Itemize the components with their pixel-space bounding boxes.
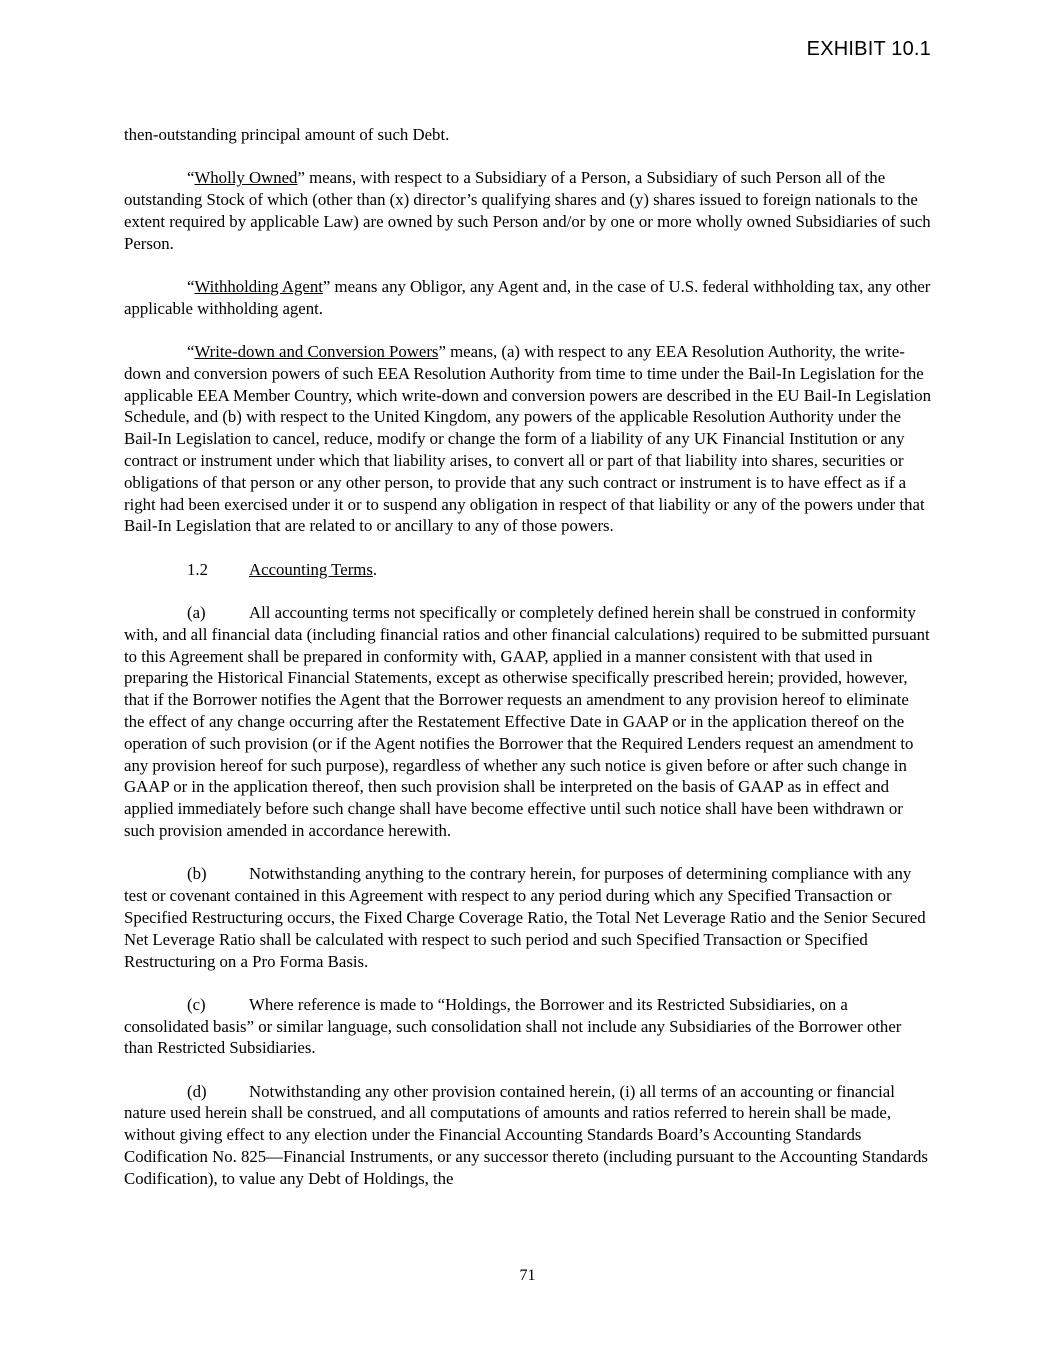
section-title: Accounting Terms — [249, 559, 373, 579]
clause-text: Notwithstanding anything to the contrary herein, for purposes of determining compliance with any test or covenant contained in this Agreement with respect to any period during which any Specified Transaction or Specified Restructuring occurs, the Fixed Charge Coverage Ratio, the Total Net Leverage Ratio and the Senior Secured Net Leverage Ratio shall be calculated with respect to such period and such Specified Transaction or Specified Restructuring on a Pro Forma Basis. — [124, 864, 926, 971]
definition-write-down-powers — [124, 341, 932, 537]
clause-label: (b) — [187, 864, 207, 884]
clause-text: Where reference is made to “Holdings, the Borrower and its Restricted Subsidiaries, on a consolidated basis” or similar language, such consolidation shall not include any Subsidiaries of the Borrower other than Restricted Subsidiaries. — [124, 994, 902, 1058]
clause-label: (a) — [187, 603, 206, 623]
definition-text: ” means, with respect to a Subsidiary of a Person, a Subsidiary of such Person all of the outstanding Stock of which (other than (x) director’s qualifying shares and (y) shares issued to foreign nationals to the extent required by applicable Law) are owned by such Person and/or by one or more wholly owned Subsidiaries of such Person. — [124, 168, 931, 253]
defined-term: Wholly Owned — [194, 168, 298, 188]
clause-text: Notwithstanding any other provision contained herein, (i) all terms of an accounting or financial nature used herein shall be construed, and all computations of amounts and ratios referred to herein shall be made, without giving effect to any election under the Financial Accounting Standards Board’s Accounting Standards Codification No. 825—Financial Instruments, or any successor thereto (including pursuant to the Accounting Standards Codification), to value any Debt of Holdings, the — [124, 1081, 928, 1188]
page-number: 71 — [519, 1267, 536, 1284]
open-quote: “ — [187, 168, 195, 188]
section-title-period: . — [372, 559, 378, 579]
section-heading-1-2 — [124, 559, 932, 581]
definition-text: ” means, (a) with respect to any EEA Resolution Authority, the write-down and conversion powers of such EEA Resolution Authority from time to time under the Bail-In Legislation for the applicable EEA Member Country, which write-down and conversion powers are described in the EU Bail-In Legislation Schedule, and (b) with respect to the United Kingdom, any powers of the applicable Resolution Authority under the Bail-In Legislation to cancel, reduce, modify or change the form of a liability of any UK Financial Institution or any contract or instrument under which that liability arises, to convert all or part of that liability into shares, securities or obligations of that person or any other person, to provide that any such contract or instrument is to have effect as if a right had been exercised under it or to suspend any obligation in respect of that liability or any of the powers under that Bail-In Legislation that are related to or ancillary to any of those powers. — [124, 342, 931, 536]
definition-wholly-owned — [124, 167, 932, 254]
clause-b — [124, 863, 932, 972]
definition-withholding-agent — [124, 276, 932, 320]
open-quote: “ — [187, 342, 195, 362]
document-body — [124, 124, 932, 1211]
clause-a — [124, 602, 932, 842]
paragraph-continuation: then-outstanding principal amount of such Debt. — [124, 125, 450, 144]
section-number: 1.2 — [187, 559, 208, 579]
clause-c — [124, 994, 932, 1059]
clause-label: (c) — [187, 994, 206, 1014]
clause-d — [124, 1081, 932, 1190]
clause-text: All accounting terms not specifically or completely defined herein shall be construed in conformity with, and all financial data (including financial ratios and other financial calculations) required to be submitted pursuant to this Agreement shall be prepared in conformity with, GAAP, applied in a manner consistent with that used in preparing the Historical Financial Statements, except as otherwise specifically prescribed herein; provided, however, that if the Borrower notifies the Agent that the Borrower requests an amendment to any provision hereof to eliminate the effect of any change occurring after the Restatement Effective Date in GAAP or in the application thereof on the operation of such provision (or if the Agent notifies the Borrower that the Required Lenders request an amendment to any provision hereof for such purpose), regardless of whether any such notice is given before or after such change in GAAP or in the application thereof, then such provision shall be interpreted on the basis of GAAP as in effect and applied immediately before such change shall have become effective until such notice shall have been withdrawn or such provision amended in accordance herewith. — [124, 603, 930, 841]
defined-term: Write-down and Conversion Powers — [194, 342, 439, 362]
open-quote: “ — [187, 276, 195, 296]
defined-term: Withholding Agent — [194, 276, 323, 296]
definition-text: ” means any Obligor, any Agent and, in the case of U.S. federal withholding tax, any other applicable withholding agent. — [124, 276, 931, 318]
clause-label: (d) — [187, 1081, 207, 1101]
exhibit-label: EXHIBIT 10.1 — [806, 38, 931, 60]
